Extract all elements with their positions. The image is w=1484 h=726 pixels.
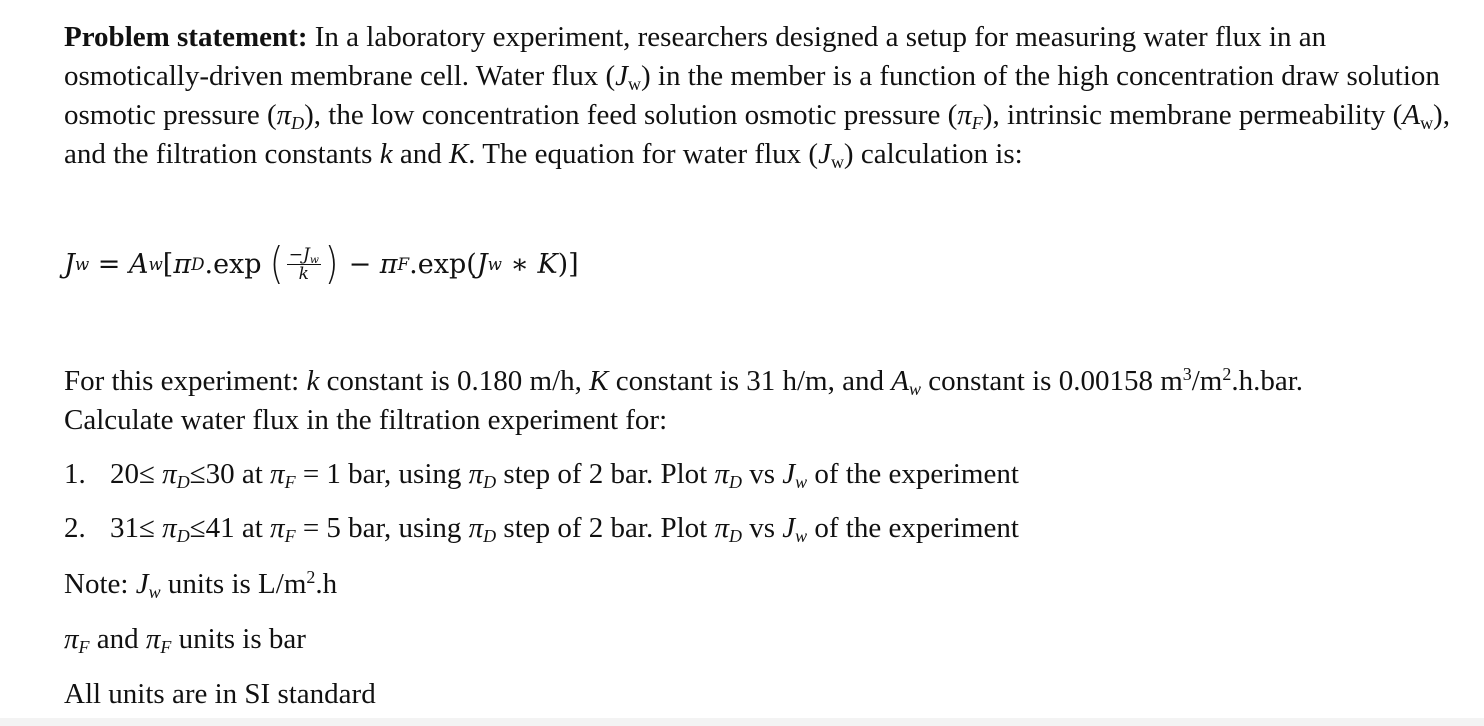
exponent-fraction: $\frac{-J_w}{k}$: [288, 244, 319, 284]
note-pressure-units: $\pi_F$ and $\pi_F$ units is bar: [64, 623, 306, 658]
problem-statement: [64, 18, 1464, 174]
page-bottom-divider: [0, 718, 1484, 726]
task-item-1: 1. $20\le \pi_D\le 30$ at $\pi_F = 1$ bar, using $\pi_D$ step of 2 bar. Plot $\pi_D$ vs $J_w$ of the experiment: [64, 458, 1019, 493]
problem-paragraph: Problem statement: In a laboratory experiment, researchers designed a setup for measuring water flux in an osmotically-driven membrane cell. Water flux $(J_w)$ in the member is a function of the high concentration draw solution osmotic pressure $(\pi_D)$, the low concentration feed solution osmotic pressure $(\pi_F)$, intrinsic membrane permeability $(A_w)$, and the filtration constants k and K. The equation for water flux $(J_w)$ calculation is:: [64, 21, 1450, 173]
note-flux-units: Note: $J_w$ units is $L/m^2.h$: [64, 567, 338, 603]
constants-paragraph: For this experiment: k constant is 0.180 m/h, K constant is 31 h/m, and $A_w$ constant is 0.00158 $m^3/m^2.h.bar$. Calculate water flux in the filtration experiment for:: [64, 362, 1464, 440]
calculate-instruction: Calculate water flux in the filtration experiment for:: [64, 404, 668, 436]
note-si-units: All units are in SI standard: [64, 678, 376, 710]
water-flux-equation: J w = A w [ π D .exp ( $\frac{-J_w}{k}$ ) − π F .exp( J w ∗ K )]: [64, 238, 579, 289]
task-item-2: 2. $31\le \pi_D\le 41$ at $\pi_F = 5$ bar, using $\pi_D$ step of 2 bar. Plot $\pi_D$ vs $J_w$ of the experiment: [64, 512, 1019, 547]
problem-label: Problem statement:: [64, 21, 308, 53]
